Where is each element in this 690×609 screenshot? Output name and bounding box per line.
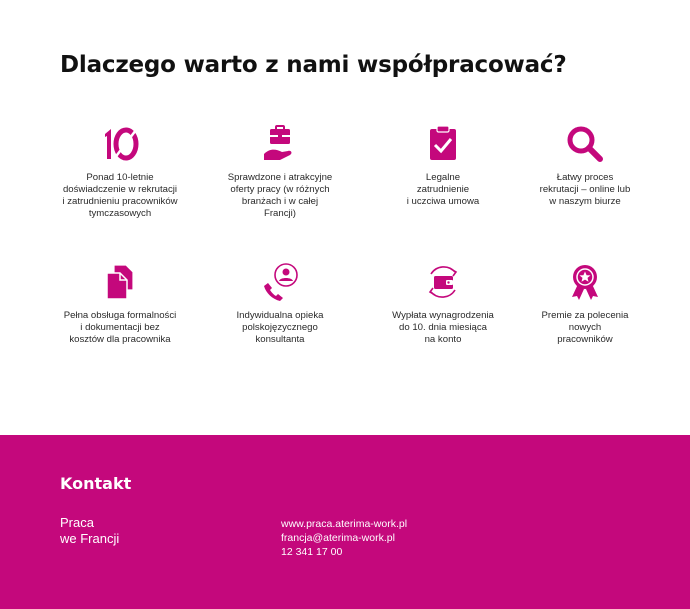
feature-text: Ponad 10-letnie doświadczenie w rekrutacji i zatrudnieniu pracowników tymczasowych xyxy=(62,172,178,219)
feature-experience xyxy=(45,124,195,220)
feature-text: Premie za polecenia nowych pracowników xyxy=(541,310,629,345)
feature-offers xyxy=(205,124,355,220)
feature-consultant xyxy=(205,262,355,346)
section-heading: Dlaczego warto z nami współpracować? xyxy=(60,52,567,78)
feature-text: Sprawdzone i atrakcyjne oferty pracy (w różnych branżach i w całej Francji) xyxy=(227,172,333,219)
feature-text: Legalne zatrudnienie i uczciwa umowa xyxy=(406,172,480,207)
footer-title: Kontakt xyxy=(60,474,132,493)
wallet-cycle-icon xyxy=(423,262,463,302)
feature-text: Pełna obsługa formalności i dokumentacji bez kosztów dla pracownika xyxy=(63,310,177,345)
feature-recruitment xyxy=(510,124,660,208)
briefcase-hand-icon xyxy=(260,124,300,164)
feature-formalities xyxy=(45,262,195,346)
phone-consultant-icon xyxy=(260,262,300,302)
award-badge-icon xyxy=(565,262,605,302)
clipboard-check-icon xyxy=(423,124,463,164)
contact-footer xyxy=(0,435,690,609)
feature-salary xyxy=(368,262,518,346)
website-link[interactable]: www.praca.aterima-work.pl xyxy=(281,518,408,530)
footer-region: Praca we Francji xyxy=(60,515,120,546)
feature-text: Indywidualna opieka polskojęzycznego konsultanta xyxy=(236,310,324,345)
footer-contacts xyxy=(281,517,407,559)
feature-text: Łatwy proces rekrutacji – online lub w naszym biurze xyxy=(539,172,631,207)
feature-legal xyxy=(368,124,518,208)
phone-number[interactable]: 12 341 17 00 xyxy=(281,546,343,558)
magnifier-icon xyxy=(565,124,605,164)
email-link[interactable]: francja@aterima-work.pl xyxy=(281,532,395,544)
ten-years-icon xyxy=(100,124,140,164)
feature-bonus xyxy=(510,262,660,346)
feature-text: Wypłata wynagrodzenia do 10. dnia miesiąca na konto xyxy=(392,310,494,345)
documents-icon xyxy=(100,262,140,302)
